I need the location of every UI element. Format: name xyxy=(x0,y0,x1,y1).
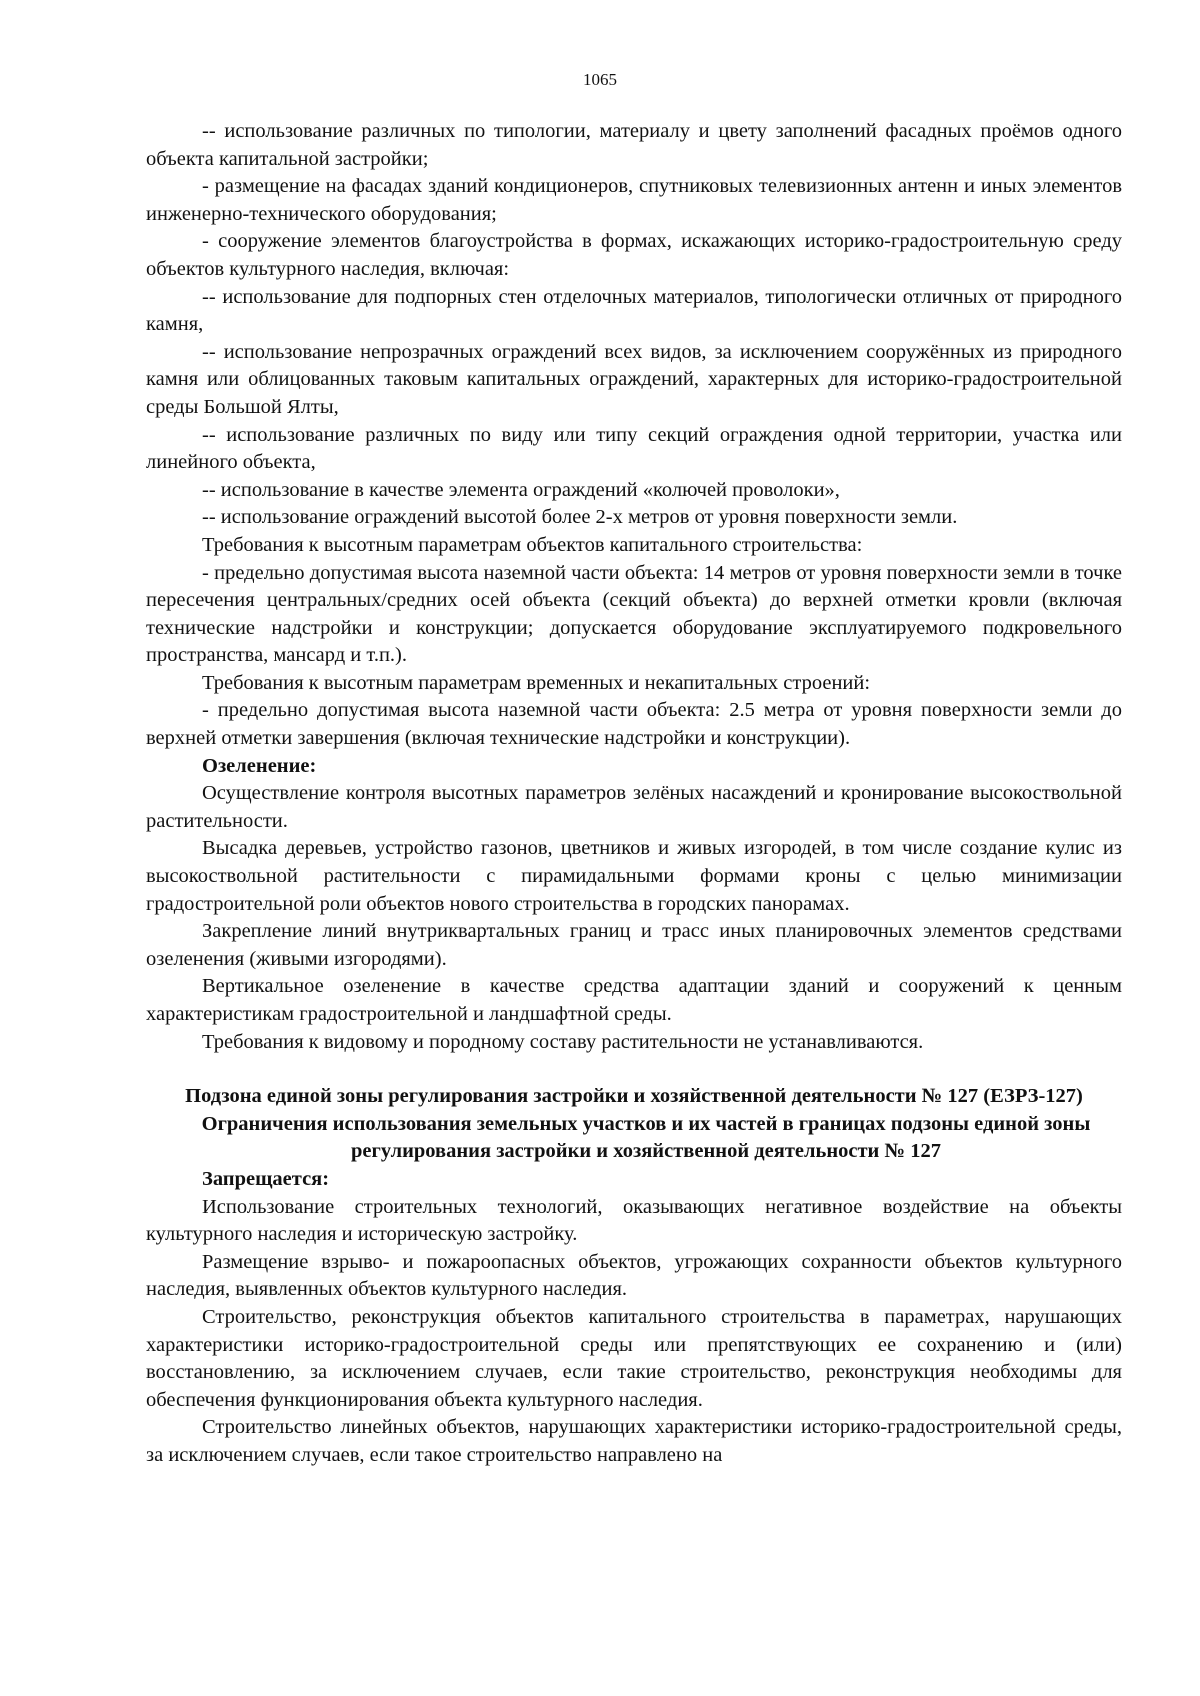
subzone-title: Подзона единой зоны регулирования застройки и хозяйственной деятельности № 127 (ЕЗРЗ-127) xyxy=(185,1085,1083,1108)
paragraph: Требования к высотным параметрам объектов капитального строительства: xyxy=(202,533,863,556)
paragraph: -- использование различных по виду или типу секций ограждения одной территории, участка или линейного объекта, xyxy=(146,423,1122,474)
page-number: 1065 xyxy=(583,70,617,89)
paragraph: - размещение на фасадах зданий кондиционеров, спутниковых телевизионных антенн и иных элементов инженерно-технического оборудования; xyxy=(146,175,1122,225)
paragraph: -- использование ограждений высотой более 2-х метров от уровня поверхности земли. xyxy=(202,506,958,529)
paragraph: Вертикальное озеленение в качестве средства адаптации зданий и сооружений к ценным характеристикам градостроительной и ландшафтной среды. xyxy=(146,975,1122,1025)
paragraph: Требования к видовому и породному составу растительности не устанавливаются. xyxy=(202,1030,924,1053)
paragraph: Осуществление контроля высотных параметров зелёных насаждений и кронирование высокоствольной растительности. xyxy=(146,782,1122,832)
paragraph: -- использование различных по типологии, материалу и цвету заполнений фасадных проёмов одного объекта капитальной застройки; xyxy=(146,120,1122,170)
paragraph: - предельно допустимая высота наземной части объекта: 2.5 метра от уровня поверхности земли до верхней отметки завершения (включая технические надстройки и конструкции). xyxy=(146,699,1122,750)
paragraph: Закрепление линий внутриквартальных границ и трасс иных планировочных элементов средствами озеленения (живыми изгородями). xyxy=(146,920,1122,970)
paragraph: Использование строительных технологий, оказывающих негативное воздействие на объекты культурного наследия и историческую застройку. xyxy=(146,1195,1122,1246)
paragraph: Требования к высотным параметрам временных и некапитальных строений: xyxy=(202,671,871,694)
paragraph: Размещение взрыво- и пожароопасных объектов, угрожающих сохранности объектов культурного наследия, выявленных объектов культурного наследия. xyxy=(146,1250,1122,1301)
section-heading-greening: Озеленение: xyxy=(202,754,317,777)
paragraph: Высадка деревьев, устройство газонов, цветников и живых изгородей, в том числе создание кулис из высокоствольной растительности с пирамидальными формами кроны с целью минимизации градостроительной роли объектов нового строительства в городских панорамах. xyxy=(146,837,1122,915)
paragraph: Строительство линейных объектов, нарушающих характеристики историко-градостроительной среды, за исключением случаев, если такое строительство направлено на xyxy=(146,1416,1122,1466)
restrictions-title: Ограничения использования земельных участков и их частей в границах подзоны единой зоны регулирования застройки и хозяйственной деятельности № 127 xyxy=(201,1112,1091,1163)
paragraph: -- использование для подпорных стен отделочных материалов, типологически отличных от природного камня, xyxy=(146,285,1122,336)
paragraph: - сооружение элементов благоустройства в формах, искажающих историко-градостроительную среду объектов культурного наследия, включая: xyxy=(146,230,1122,280)
paragraph: -- использование в качестве элемента ограждений «колючей проволоки», xyxy=(202,478,840,501)
section-heading-prohibited: Запрещается: xyxy=(202,1167,330,1190)
paragraph: -- использование непрозрачных ограждений всех видов, за исключением сооружённых из природного камня или облицованных таковым капитальных ограждений, характерных для историко-градостроительной среды Большой Ялты, xyxy=(146,340,1122,418)
document-body xyxy=(146,118,1122,1470)
paragraph: - предельно допустимая высота наземной части объекта: 14 метров от уровня поверхности земли в точке пересечения центральных/средних осей объекта (секций объекта) до верхней отметки кровли (включая технические надстройки и конструкции; допускается оборудование эксплуатируемого подкровельного пространства, мансард и т.п.). xyxy=(146,561,1122,667)
paragraph: Строительство, реконструкция объектов капитального строительства в параметрах, нарушающих характеристики историко-градостроительной среды или препятствующих ее сохранению и (или) восстановлению, за исключением случаев, если такие строительство, реконструкция необходимы для обеспечения функционирования объекта культурного наследия. xyxy=(146,1305,1122,1411)
